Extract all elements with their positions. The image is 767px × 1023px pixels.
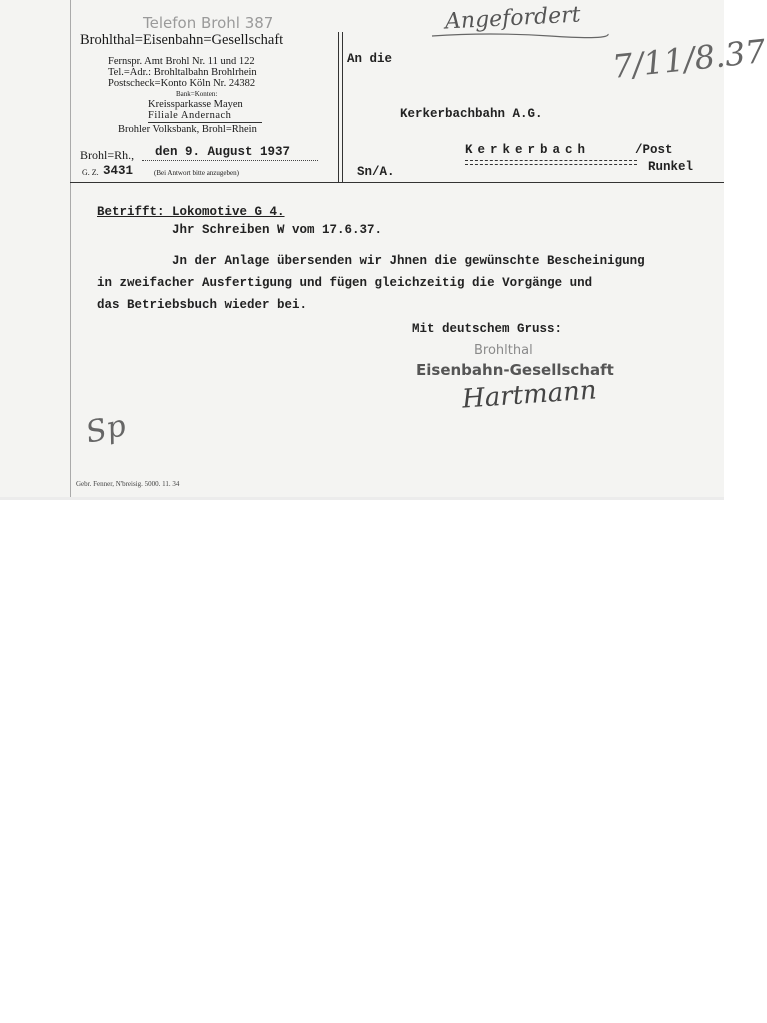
signature: Hartmann xyxy=(461,375,598,415)
city-underline xyxy=(465,160,637,165)
body-line-1: Jn der Anlage übersenden wir Jhnen die gewünschte Bescheinigung xyxy=(172,254,645,268)
bank2-name: Brohler Volksbank, Brohl=Rhein xyxy=(118,124,257,135)
body-line-2: in zweifacher Ausfertigung und fügen gleichzeitig die Vorgänge und xyxy=(97,276,593,290)
company-stamp-line-1: Brohlthal xyxy=(474,343,533,358)
subject-line: Betrifft: Lokomotive G 4. xyxy=(97,205,285,219)
letter-date: den 9. August 1937 xyxy=(155,145,291,159)
post-label: /Post xyxy=(635,143,673,157)
bank-label: Bank=Konten: xyxy=(176,90,218,98)
telefon-stamp: Telefon Brohl 387 xyxy=(143,14,274,32)
post-place: Runkel xyxy=(648,160,694,174)
an-die-label: An die xyxy=(347,52,393,66)
divider-line-2 xyxy=(342,32,343,182)
bank1-name: Kreissparkasse Mayen xyxy=(148,99,243,110)
gz-number: 3431 xyxy=(103,164,134,178)
reference-code: Sn/A. xyxy=(357,165,395,179)
bank1-branch: Filiale Andernach xyxy=(148,110,232,121)
company-name: Brohlthal=Eisenbahn=Gesellschaft xyxy=(80,32,284,48)
body-line-3: das Betriebsbuch wieder bei. xyxy=(97,298,308,312)
handwritten-underline xyxy=(430,30,610,42)
postscheck-line: Postscheck=Konto Köln Nr. 24382 xyxy=(108,78,256,89)
recipient-city: Kerkerbach xyxy=(465,143,591,157)
tel-adr-line: Tel.=Adr.: Brohltalbahn Brohlrhein xyxy=(108,67,257,78)
gz-label: G. Z. xyxy=(82,168,99,177)
header-bottom-line xyxy=(70,182,724,183)
closing-line: Mit deutschem Gruss: xyxy=(412,322,563,336)
letter-sheet xyxy=(0,0,767,500)
gz-note: (Bei Antwort bitte anzugeben) xyxy=(154,169,239,177)
recipient-name: Kerkerbachbahn A.G. xyxy=(400,107,543,121)
place-label: Brohl=Rh., xyxy=(80,148,135,162)
date-dotted-line xyxy=(142,160,318,161)
bank-divider xyxy=(148,122,262,123)
handwritten-initial: Sp xyxy=(82,408,129,451)
reference-line: Jhr Schreiben W vom 17.6.37. xyxy=(172,223,383,237)
printer-imprint: Gebr. Fenner, N'breisig. 5000. 11. 34 xyxy=(76,480,180,488)
fernspr-line: Fernspr. Amt Brohl Nr. 11 und 122 xyxy=(108,56,255,67)
left-margin-line xyxy=(70,0,71,497)
divider-line-1 xyxy=(338,32,339,182)
handwritten-date-note: 7/11/8.37 xyxy=(610,32,767,86)
company-stamp-line-2: Eisenbahn-Gesellschaft xyxy=(416,361,614,379)
handwritten-top-note: Angefordert xyxy=(444,2,582,35)
